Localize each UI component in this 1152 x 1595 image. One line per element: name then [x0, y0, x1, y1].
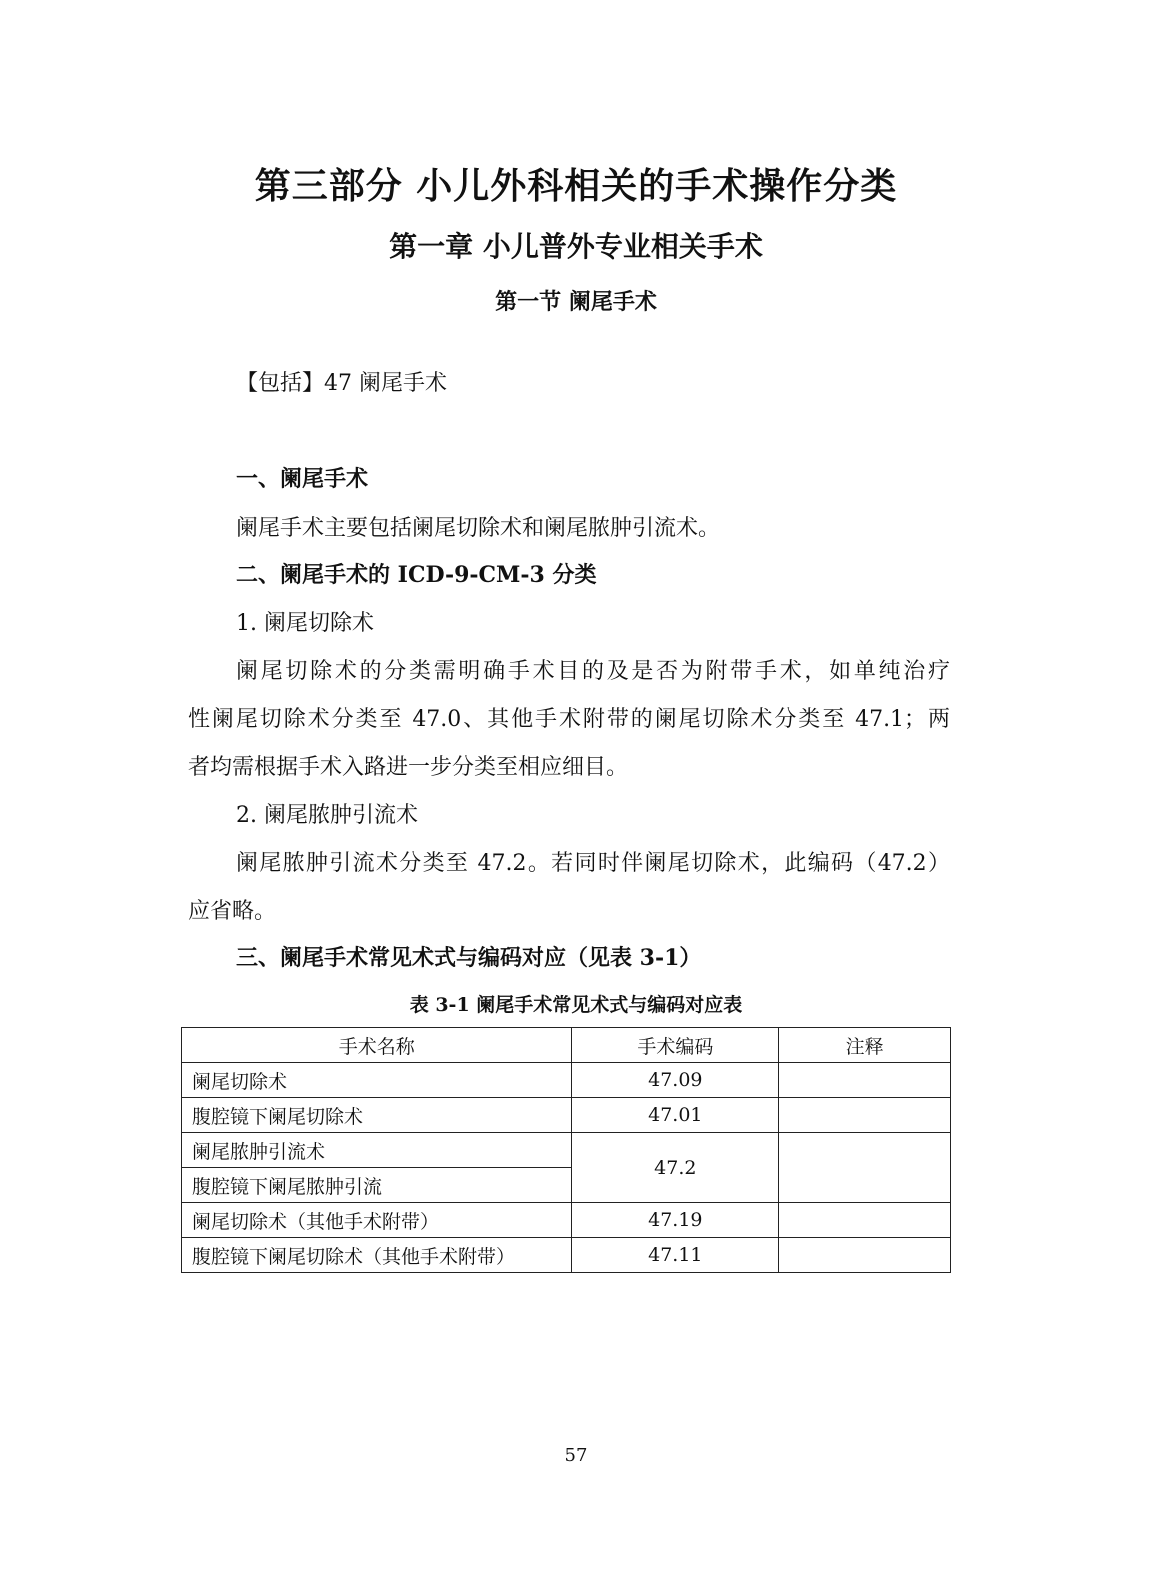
header-code: 手术编码 [572, 1028, 779, 1063]
table-row [182, 1098, 951, 1133]
paragraph-3-line-2: 应省略。 [188, 899, 277, 924]
row-note [779, 1063, 951, 1098]
paragraph-2-line-2: 性阑尾切除术分类至 47.0、其他手术附带的阑尾切除术分类至 47.1；两 [188, 707, 950, 732]
row-code: 47.11 [572, 1238, 779, 1273]
row-name: 腹腔镜下阑尾切除术 [182, 1098, 572, 1133]
includes-line: 【包括】47 阑尾手术 [236, 371, 447, 396]
chapter-title: 第一章 小儿普外专业相关手术 [389, 230, 763, 263]
section-title: 第一节 阑尾手术 [495, 290, 657, 315]
paragraph-1: 阑尾手术主要包括阑尾切除术和阑尾脓肿引流术。 [236, 516, 721, 541]
row-name: 阑尾脓肿引流术 [182, 1133, 572, 1168]
table-caption: 表 3-1 阑尾手术常见术式与编码对应表 [409, 994, 743, 1016]
table-row [182, 1063, 951, 1098]
row-name: 阑尾切除术（其他手术附带） [182, 1203, 572, 1238]
table-row [182, 1203, 951, 1238]
header-name: 手术名称 [182, 1028, 572, 1063]
paragraph-2-line-3: 者均需根据手术入路进一步分类至相应细目。 [188, 755, 629, 780]
table-row [182, 1238, 951, 1273]
subheading-1: 1. 阑尾切除术 [236, 611, 374, 636]
heading-1: 一、阑尾手术 [236, 466, 369, 492]
subheading-2: 2. 阑尾脓肿引流术 [236, 803, 418, 828]
heading-2: 二、阑尾手术的 ICD-9-CM-3 分类 [236, 562, 597, 588]
row-code-merged: 47.2 [572, 1133, 779, 1203]
row-name: 阑尾切除术 [182, 1063, 572, 1098]
heading-3: 三、阑尾手术常见术式与编码对应（见表 3-1） [236, 945, 702, 971]
row-code: 47.01 [572, 1098, 779, 1133]
code-table [181, 1027, 951, 1273]
table-header-row [182, 1028, 951, 1063]
row-note [779, 1098, 951, 1133]
part-title: 第三部分 小儿外科相关的手术操作分类 [254, 166, 898, 207]
row-name: 腹腔镜下阑尾切除术（其他手术附带） [182, 1238, 572, 1273]
row-code: 47.19 [572, 1203, 779, 1238]
row-note [779, 1238, 951, 1273]
row-name: 腹腔镜下阑尾脓肿引流 [182, 1168, 572, 1203]
row-note [779, 1133, 951, 1203]
header-note: 注释 [779, 1028, 951, 1063]
row-code: 47.09 [572, 1063, 779, 1098]
paragraph-2-line-1: 阑尾切除术的分类需明确手术目的及是否为附带手术，如单纯治疗 [236, 659, 950, 684]
table-row [182, 1133, 951, 1168]
paragraph-3-line-1: 阑尾脓肿引流术分类至 47.2。若同时伴阑尾切除术，此编码（47.2） [236, 851, 950, 876]
page-number: 57 [564, 1445, 588, 1466]
row-note [779, 1203, 951, 1238]
